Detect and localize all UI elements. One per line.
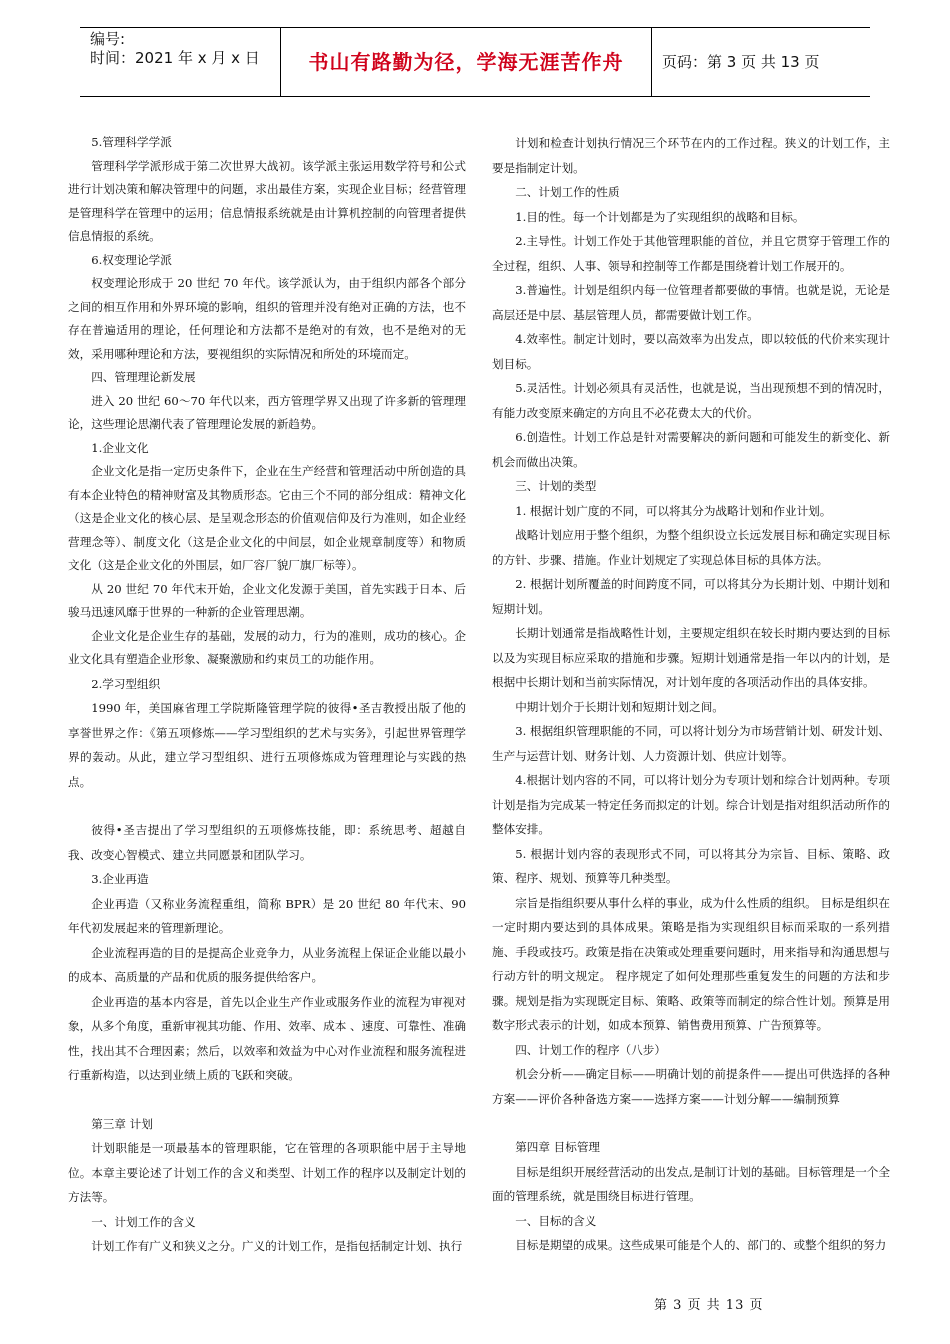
paragraph: 一、计划工作的含义 [91,1214,196,1229]
header-motto: 书山有路勤为径，学海无涯苦作舟 [281,28,652,96]
paragraph: 5. 根据计划内容的表现形式不同，可以将其分为宗旨、目标、策略、政策、程序、规划、预算等几种类型。 [492,846,890,885]
paragraph: 目标是期望的成果。这些成果可能是个人的、部门的、或整个组织的努力 [515,1238,887,1252]
paragraph: 第三章 计划 [91,1116,153,1131]
paragraph-gap [68,1088,466,1112]
paragraph: 1.目的性。每一个计划都是为了实现组织的战略和目标。 [515,209,805,224]
page-footer: 第 3 页 共 13 页 [654,1298,764,1313]
paragraph: 企业再造的基本内容是，首先以企业生产作业或服务作业的流程为审视对象，从多个角度，重新审视其功能、作用、效率、成本 、速度、可靠性、准确性，找出其不合理因素；然后，以效率和效益为中心对作业流程和服务流程进行重新构造，以达到业绩上质的飞跃和突破。 [68,994,466,1082]
paragraph: 4.效率性。制定计划时，要以高效率为出发点，即以较低的代价来实现计划目标。 [492,332,890,371]
paragraph: 三、计划的类型 [515,479,597,493]
paragraph: 计划工作有广义和狭义之分。广义的计划工作，是指包括制定计划、执行 [91,1239,463,1253]
paragraph: 6.创造性。计划工作总是针对需要解决的新问题和可能发生的新变化、新机会而做出决策。 [492,430,890,469]
paragraph: 企业再造（又称业务流程重组，简称 BPR）是 20 世纪 80 年代末、90 年代初发展起来的管理新理论。 [68,896,466,935]
paragraph: 从 20 世纪 70 年代末开始，企业文化发源于美国，首先实践于日本、后骏马迅速风靡于世界的一种新的企业管理思潮。 [68,581,466,619]
paragraph: 计划职能是一项最基本的管理职能，它在管理的各项职能中居于主导地位。本章主要论述了计划工作的含义和类型、计划工作的程序以及制定计划的方法等。 [68,1141,466,1204]
paragraph: 二、计划工作的性质 [515,185,620,199]
paragraph: 战略计划应用于整个组织，为整个组织设立长远发展目标和确定实现目标的方针、步骤、措施。作业计划规定了实现总体目标的具体方法。 [492,528,890,567]
left-column [68,131,466,1259]
paragraph: 3. 根据组织管理职能的不同，可以将计划分为市场营销计划、研发计划、生产与运营计划、财务计划、人力资源计划、供应计划等。 [492,724,890,763]
paragraph: 企业文化是指一定历史条件下，企业在生产经营和管理活动中所创造的具有本企业特色的精神财富及其物质形态。它由三个不同的部分组成：精神文化（这是企业文化的核心层、是呈观念形态的价值观信仰及行为准则，如企业经营理念等）、制度文化（这是企业文化的中间层，如企业规章制度等）和物质文化（这是企业文化的外围层，如厂容厂貌厂旗厂标等）。 [68,464,466,572]
header-page-number: 页码：第 3 页 共 13 页 [662,53,820,71]
paragraph: 第四章 目标管理 [515,1140,601,1154]
paragraph: 彼得•圣吉提出了学习型组织的五项修炼技能，即：系统思考、超越自我、改变心智模式、建立共同愿景和团队学习。 [68,823,466,862]
paragraph: 中期计划介于长期计划和短期计划之间。 [515,699,724,714]
paragraph: 目标是组织开展经营活动的出发点,是制订计划的基础。目标管理是一个全面的管理系统，就是围绕目标进行管理。 [492,1164,890,1203]
paragraph: 宗旨是指组织要从事什么样的事业，成为什么性质的组织。 目标是组织在一定时期内要达到的具体成果。策略是指为实现组织目标而采取的一系列措施、手段或技巧。政策是指在决策或处理重要问题时，用来指导和沟通思想与行动方针的明文规定。 程序规定了如何处理那些重复发生的问题的方法和步骤。规划是指为实现既定目标、策略、政策等而制定的综合性计划。预算是用数字形式表示的计划，如成本预算、销售费用预算、广告预算等。 [492,895,890,1032]
paragraph: 1. 根据计划广度的不同，可以将其分为战略计划和作业计划。 [515,503,832,518]
paragraph: 机会分析——确定目标——明确计划的前提条件——提出可供选择的各种方案——评价各种备选方案——选择方案——计划分解——编制预算 [492,1067,890,1106]
paragraph: 四、计划工作的程序（八步） [515,1042,666,1057]
paragraph: 长期计划通常是指战略性计划，主要规定组织在较长时期内要达到的目标以及为实现目标应采取的措施和步骤。短期计划通常是指一年以内的计划，是根据中长期计划和当前实际情况，对计划年度的各项活动作出的具体安排。 [492,626,890,689]
page-header [80,27,870,97]
header-meta [80,28,281,96]
right-column [492,131,890,1258]
paragraph: 四、管理理论新发展 [91,370,196,384]
paragraph: 3.企业再造 [91,872,149,886]
paragraph: 2.学习型组织 [91,676,161,691]
paragraph: 1.企业文化 [91,440,149,455]
paragraph: 权变理论形成于 20 世纪 70 年代。该学派认为，由于组织内部各个部分之间的相互作用和外界环境的影响，组织的管理并没有绝对正确的方法，也不存在普遍适用的理论，任何理论和方法都不是绝对的有效，也不是绝对的无效，采用哪种理论和方法，要视组织的实际情况和所处的环境而定。 [68,276,466,361]
document-number-label: 编号: [90,30,126,48]
paragraph: 1990 年，美国麻省理工学院斯隆管理学院的彼得•圣吉教授出版了他的享誉世界之作：《第五项修炼——学习型组织的艺术与实务》，引起世界管理学界的轰动。从此，建立学习型组织、进行五项修炼成为管理理论与实践的热点。 [68,701,466,789]
paragraph: 企业文化是企业生存的基础，发展的动力，行为的准则，成功的核心。企业文化具有塑造企业形象、凝聚激励和约束员工的功能作用。 [68,628,466,666]
paragraph-gap [68,794,466,818]
paragraph: 5.灵活性。计划必须具有灵活性，也就是说，当出现预想不到的情况时，有能力改变原来确定的方向且不必花费太大的代价。 [492,381,890,420]
paragraph: 计划和检查计划执行情况三个环节在内的工作过程。狭义的计划工作，主要是指制定计划。 [492,136,890,175]
paragraph: 2. 根据计划所覆盖的时间跨度不同，可以将其分为长期计划、中期计划和短期计划。 [492,577,890,616]
paragraph: 2.主导性。计划工作处于其他管理职能的首位，并且它贯穿于管理工作的全过程，组织、人事、领导和控制等工作都是围绕着计划工作展开的。 [492,234,890,273]
paragraph: 一、目标的含义 [515,1213,597,1228]
paragraph: 管理科学学派形成于第二次世界大战初。该学派主张运用数学符号和公式进行计划决策和解决管理中的问题，求出最佳方案，实现企业目标；经营管理是管理科学在管理中的运用；信息情报系统就是由计算机控制的向管理者提供信息情报的系统。 [68,158,466,243]
paragraph: 进入 20 世纪 60～70 年代以来，西方管理学界又出现了许多新的管理理论，这些理论思潮代表了管理理论发展的新趋势。 [68,393,466,431]
paragraph-gap [492,1111,890,1135]
paragraph: 3.普遍性。计划是组织内每一位管理者都要做的事情。也就是说，无论是高层还是中层、基层管理人员，都需要做计划工作。 [492,283,890,322]
paragraph: 企业流程再造的目的是提高企业竞争力，从业务流程上保证企业能以最小的成本、高质量的产品和优质的服务提供给客户。 [68,945,466,984]
paragraph: 6.权变理论学派 [91,252,172,267]
document-time-label: 时间：2021 年 x 月 x 日 [90,49,260,67]
paragraph: 5.管理科学学派 [91,135,172,149]
paragraph: 4.根据计划内容的不同，可以将计划分为专项计划和综合计划两种。专项计划是指为完成某一特定任务而拟定的计划。综合计划是指对组织活动所作的整体安排。 [492,773,890,836]
